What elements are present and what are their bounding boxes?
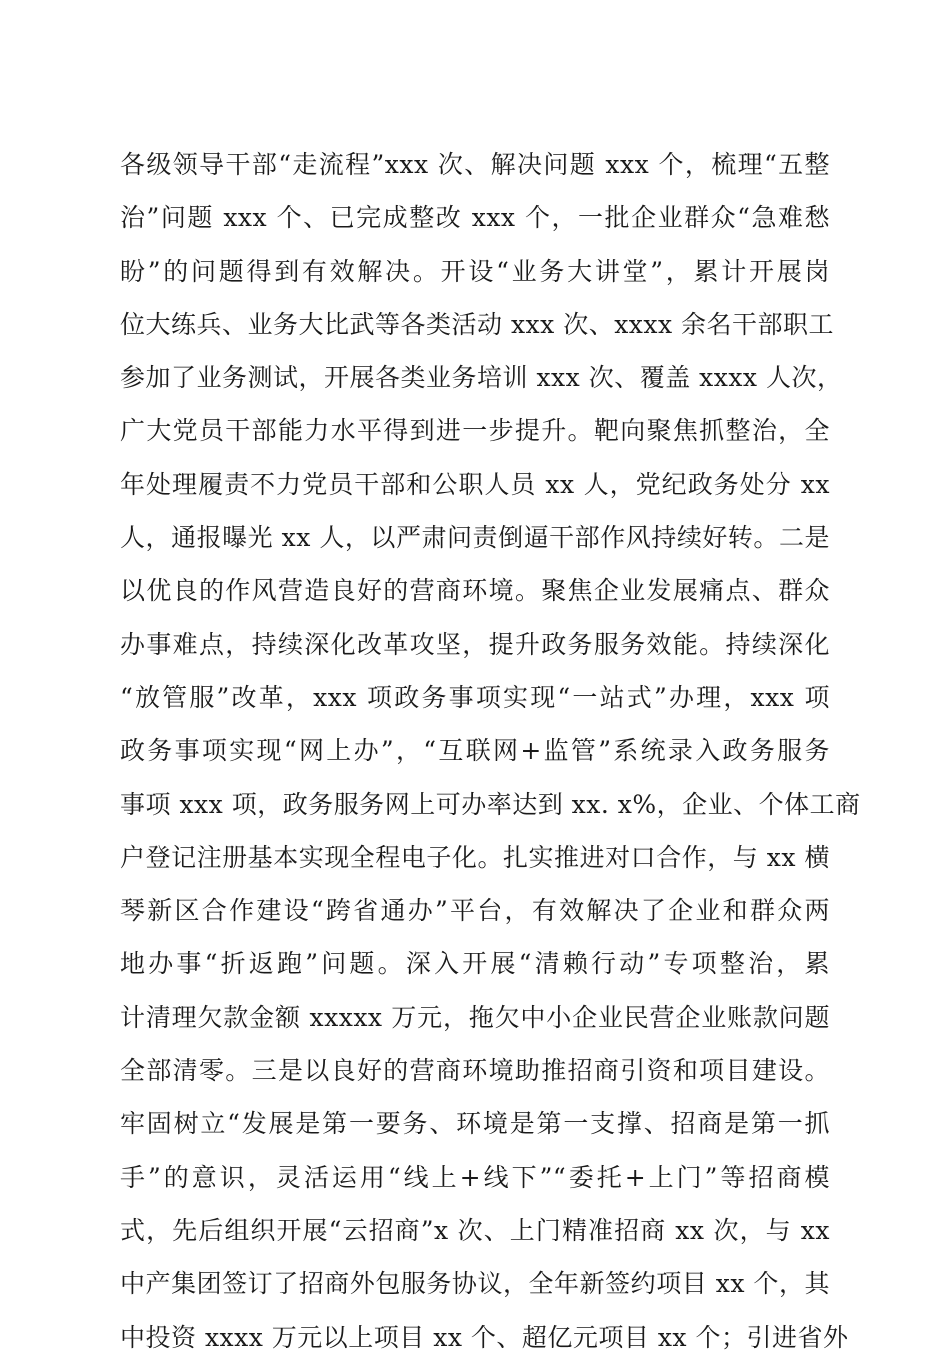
text-line: 位大练兵、业务大比武等各类活动 xxx 次、xxxx 余名干部职工	[120, 309, 835, 339]
text-line: 计清理欠款金额 xxxxx 万元，拖欠中小企业民营企业账款问题	[120, 1002, 830, 1032]
text-line: 政务事项实现“网上办”，“互联网+监管”系统录入政务服务	[120, 736, 830, 766]
text-line: 中产集团签订了招商外包服务协议，全年新签约项目 xx 个，其	[120, 1269, 830, 1299]
body-text	[120, 138, 861, 1364]
text-line: 户登记注册基本实现全程电子化。扎实推进对口合作，与 xx 横	[120, 842, 830, 872]
text-line: 全部清零。三是以良好的营商环境助推招商引资和项目建设。	[120, 1056, 830, 1086]
text-line: 琴新区合作建设“跨省通办”平台，有效解决了企业和群众两	[120, 896, 830, 926]
text-line: 牢固树立“发展是第一要务、环境是第一支撑、招商是第一抓	[120, 1109, 830, 1139]
text-line: 以优良的作风营造良好的营商环境。聚焦企业发展痛点、群众	[120, 576, 830, 606]
text-line: 式，先后组织开展“云招商”x 次、上门精准招商 xx 次，与 xx	[120, 1215, 830, 1245]
text-line: 年处理履责不力党员干部和公职人员 xx 人，党纪政务处分 xx	[120, 469, 830, 499]
text-line: 广大党员干部能力水平得到进一步提升。靶向聚焦抓整治，全	[120, 416, 830, 446]
text-line: 各级领导干部“走流程”xxx 次、解决问题 xxx 个，梳理“五整	[120, 150, 830, 179]
text-line: “放管服”改革，xxx 项政务事项实现“一站式”办理，xxx 项	[120, 682, 830, 712]
text-line: 手”的意识，灵活运用“线上+线下”“委托+上门”等招商模	[120, 1162, 830, 1192]
text-line: 事项 xxx 项，政务服务网上可办率达到 xx. x%，企业、个体工商	[120, 789, 861, 819]
text-line: 人，通报曝光 xx 人，以严肃问责倒逼干部作风持续好转。二是	[120, 523, 830, 553]
text-line: 办事难点，持续深化改革攻坚，提升政务服务效能。持续深化	[120, 629, 830, 659]
text-line: 中投资 xxxx 万元以上项目 xx 个、超亿元项目 xx 个；引进省外	[120, 1322, 849, 1352]
text-line: 盼”的问题得到有效解决。开设“业务大讲堂”，累计开展岗	[120, 256, 830, 286]
text-line: 参加了业务测试，开展各类业务培训 xxx 次、覆盖 xxxx 人次，	[120, 363, 843, 393]
text-line: 地办事“折返跑”问题。深入开展“清赖行动”专项整治，累	[120, 949, 830, 979]
text-line: 治”问题 xxx 个、已完成整改 xxx 个，一批企业群众“急难愁	[120, 203, 830, 233]
